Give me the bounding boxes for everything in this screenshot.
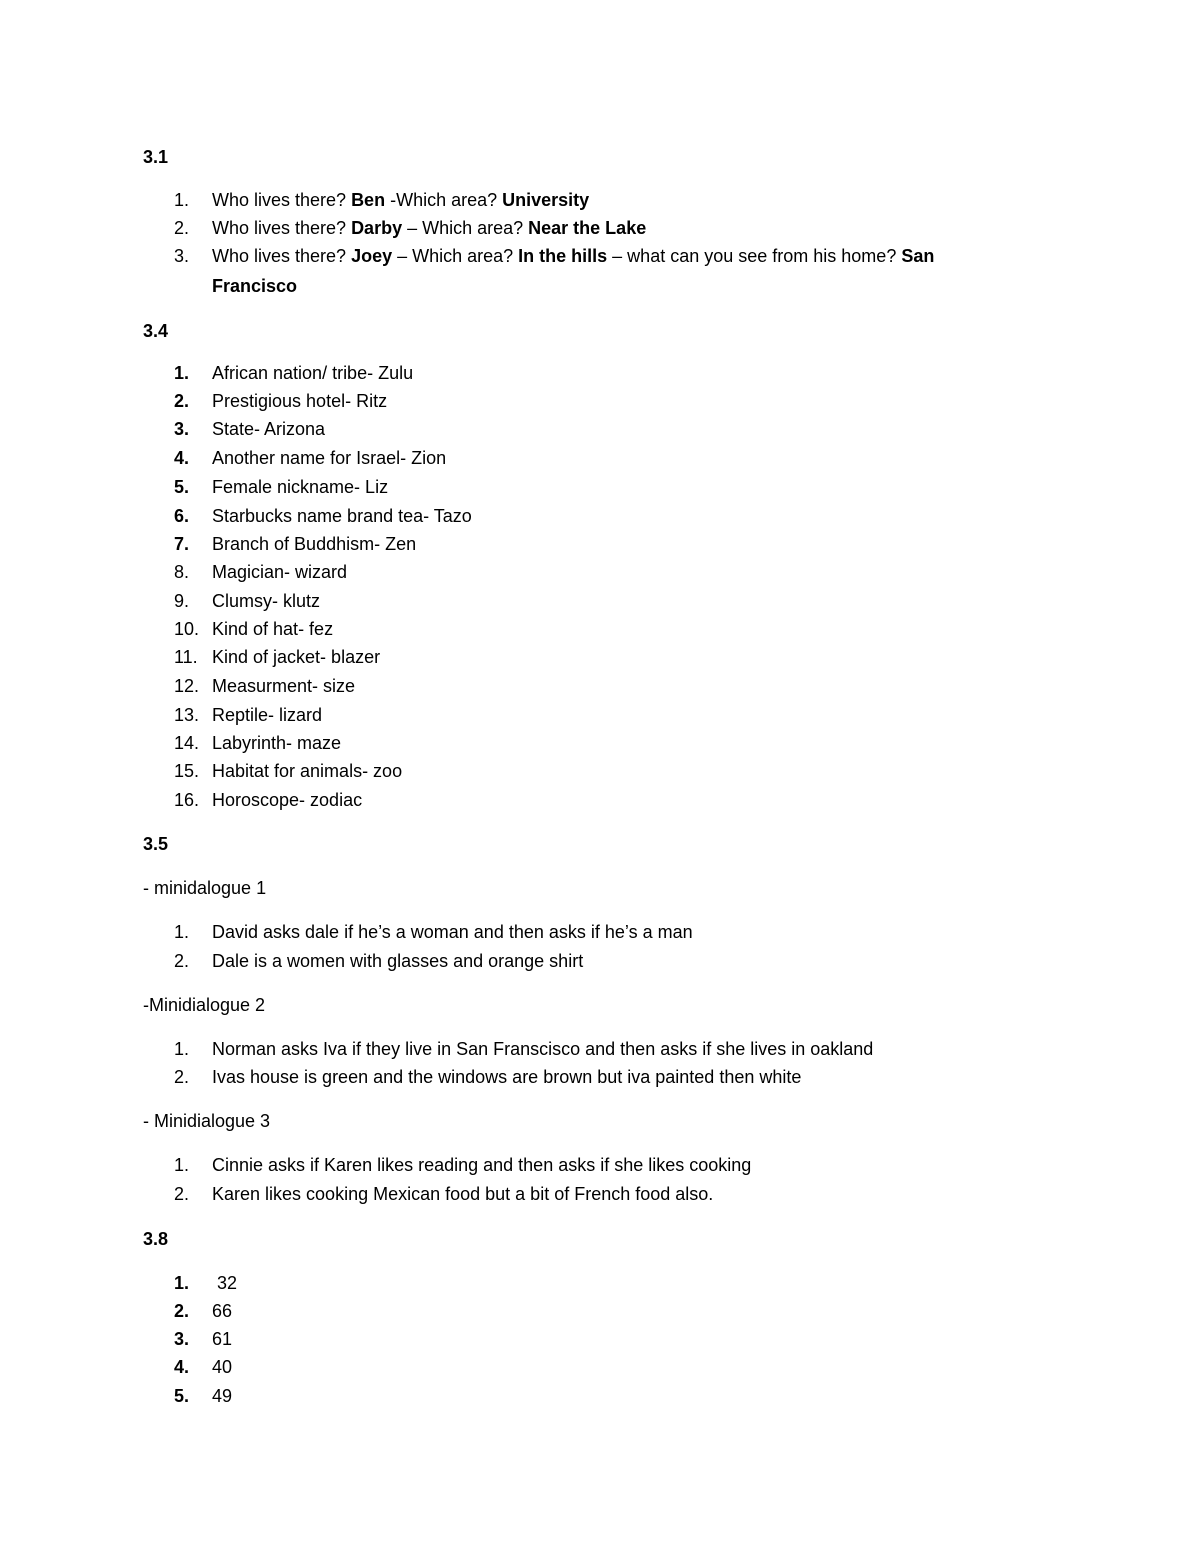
list-text: Clumsy- klutz — [212, 591, 321, 611]
list-number: 14. — [174, 733, 200, 753]
list-text: Cinnie asks if Karen likes reading and then asks if she likes cooking — [212, 1155, 752, 1175]
list-text: Kind of hat- fez — [212, 619, 334, 639]
list-number: 1. — [174, 363, 190, 383]
section-heading-3-4: 3.4 — [143, 321, 169, 341]
list-number: 3. — [174, 1329, 190, 1349]
list-text: 40 — [212, 1357, 233, 1377]
list-number: 9. — [174, 591, 190, 611]
dialogue-label: -Minidialogue 2 — [143, 995, 266, 1015]
list-number: 8. — [174, 562, 190, 582]
list-text: 61 — [212, 1329, 233, 1349]
section-heading-3-8: 3.8 — [143, 1229, 169, 1249]
list-text: Who lives there? Ben -Which area? University — [212, 190, 590, 210]
dialogue-label: - Minidialogue 3 — [143, 1111, 271, 1131]
list-text: Magician- wizard — [212, 562, 348, 582]
list-text: Starbucks name brand tea- Tazo — [212, 506, 472, 526]
list-number: 1. — [174, 1039, 190, 1059]
list-number: 4. — [174, 448, 190, 468]
list-text: Another name for Israel- Zion — [212, 448, 447, 468]
list-number: 2. — [174, 951, 190, 971]
list-text: African nation/ tribe- Zulu — [212, 363, 414, 383]
list-number: 1. — [174, 1155, 190, 1175]
list-number: 2. — [174, 391, 190, 411]
list-number: 5. — [174, 1386, 190, 1406]
section-heading-3-1: 3.1 — [143, 147, 169, 167]
list-number: 4. — [174, 1357, 190, 1377]
list-text: State- Arizona — [212, 419, 326, 439]
list-number: 12. — [174, 676, 200, 696]
list-number: 6. — [174, 506, 190, 526]
list-number: 7. — [174, 534, 190, 554]
list-text: Prestigious hotel- Ritz — [212, 391, 388, 411]
list-text: 32 — [212, 1273, 238, 1293]
list-number: 1. — [174, 922, 190, 942]
list-text: 66 — [212, 1301, 233, 1321]
list-text: Who lives there? Joey – Which area? In the hills – what can you see from his home? San — [212, 246, 935, 266]
list-text: Dale is a women with glasses and orange shirt — [212, 951, 584, 971]
list-text: Measurment- size — [212, 676, 356, 696]
list-text: Female nickname- Liz — [212, 477, 389, 497]
list-number: 2. — [174, 1301, 190, 1321]
list-text: Karen likes cooking Mexican food but a bit of French food also. — [212, 1184, 714, 1204]
list-number: 1. — [174, 190, 190, 210]
list-text: David asks dale if he’s a woman and then asks if he’s a man — [212, 922, 693, 942]
list-text: Kind of jacket- blazer — [212, 647, 381, 667]
list-number: 2. — [174, 1067, 190, 1087]
list-number: 2. — [174, 1184, 190, 1204]
dialogue-label: - minidalogue 1 — [143, 878, 267, 898]
list-text: Norman asks Iva if they live in San Franscisco and then asks if she lives in oakland — [212, 1039, 874, 1059]
list-text: Habitat for animals- zoo — [212, 761, 403, 781]
list-text: Labyrinth- maze — [212, 733, 342, 753]
list-number: 13. — [174, 705, 200, 725]
list-number: 10. — [174, 619, 200, 639]
list-number: 3. — [174, 419, 190, 439]
list-number: 15. — [174, 761, 200, 781]
list-text: Horoscope- zodiac — [212, 790, 363, 810]
list-number: 3. — [174, 246, 190, 266]
list-number: 11. — [174, 647, 198, 667]
list-number: 5. — [174, 477, 190, 497]
list-text: Who lives there? Darby – Which area? Near the Lake — [212, 218, 647, 238]
list-text: Reptile- lizard — [212, 705, 323, 725]
list-number: 2. — [174, 218, 190, 238]
list-text-continuation: Francisco — [212, 276, 298, 296]
list-text: Branch of Buddhism- Zen — [212, 534, 417, 554]
list-number: 16. — [174, 790, 200, 810]
list-text: 49 — [212, 1386, 233, 1406]
list-number: 1. — [174, 1273, 190, 1293]
list-text: Ivas house is green and the windows are brown but iva painted then white — [212, 1067, 802, 1087]
section-heading-3-5: 3.5 — [143, 834, 169, 854]
